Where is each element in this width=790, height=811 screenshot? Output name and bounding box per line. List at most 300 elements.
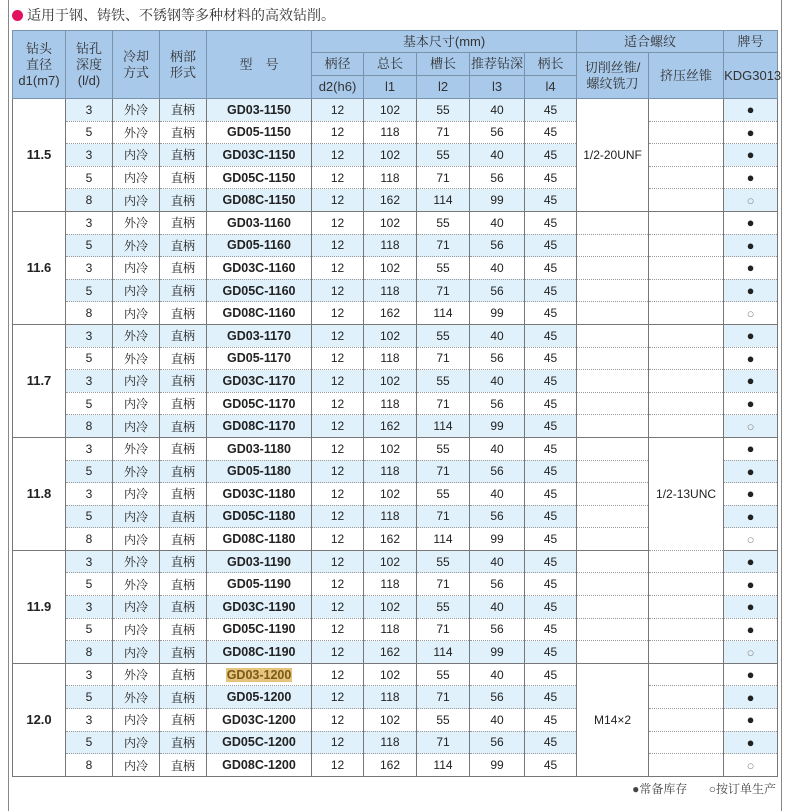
drill-depth-cell: 40 <box>470 550 525 573</box>
cooling-cell: 内冷 <box>113 166 160 189</box>
flute-length-cell: 114 <box>417 189 470 212</box>
drill-depth-cell: 56 <box>470 505 525 528</box>
depth-cell: 5 <box>66 279 113 302</box>
total-length-cell: 118 <box>364 347 417 370</box>
shank-dia-cell: 12 <box>312 211 364 234</box>
cooling-cell: 内冷 <box>113 731 160 754</box>
header-thread: 适合螺纹 <box>577 31 724 53</box>
depth-cell: 3 <box>66 257 113 280</box>
drill-depth-cell: 40 <box>470 370 525 393</box>
flute-length-cell: 114 <box>417 754 470 777</box>
shank-type-cell: 直柄 <box>160 324 207 347</box>
depth-cell: 3 <box>66 144 113 167</box>
model-cell: GD08C-1200 <box>207 754 312 777</box>
flute-length-cell: 71 <box>417 279 470 302</box>
shank-length-cell: 45 <box>525 709 577 732</box>
total-length-cell: 118 <box>364 460 417 483</box>
diameter-cell: 11.5 <box>13 99 66 212</box>
total-length-cell: 162 <box>364 641 417 664</box>
shank-dia-cell: 12 <box>312 347 364 370</box>
table-row <box>13 596 778 619</box>
total-length-cell: 102 <box>364 483 417 506</box>
shank-length-cell: 45 <box>525 686 577 709</box>
drill-depth-cell: 40 <box>470 99 525 122</box>
depth-cell: 5 <box>66 618 113 641</box>
thread-form-cell <box>649 211 724 234</box>
drill-depth-cell: 40 <box>470 663 525 686</box>
thread-form-cell <box>649 709 724 732</box>
flute-length-cell: 55 <box>417 99 470 122</box>
shank-type-cell: 直柄 <box>160 505 207 528</box>
shank-dia-cell: 12 <box>312 686 364 709</box>
shank-type-cell: 直柄 <box>160 596 207 619</box>
cooling-cell: 外冷 <box>113 347 160 370</box>
depth-cell: 5 <box>66 392 113 415</box>
legend-stock: ●常备库存 <box>632 782 688 796</box>
drill-depth-cell: 40 <box>470 709 525 732</box>
model-cell: GD03C-1180 <box>207 483 312 506</box>
thread-cut-cell <box>577 618 649 641</box>
in-stock-icon: ● <box>724 460 778 483</box>
drill-depth-cell: 56 <box>470 347 525 370</box>
table-row <box>13 573 778 596</box>
model-cell: GD03-1160 <box>207 211 312 234</box>
total-length-cell: 102 <box>364 257 417 280</box>
total-length-cell: 118 <box>364 618 417 641</box>
model-cell: GD03-1180 <box>207 437 312 460</box>
shank-length-cell: 45 <box>525 392 577 415</box>
drill-depth-cell: 56 <box>470 573 525 596</box>
shank-type-cell: 直柄 <box>160 144 207 167</box>
shank-type-cell: 直柄 <box>160 279 207 302</box>
depth-cell: 3 <box>66 437 113 460</box>
shank-dia-cell: 12 <box>312 618 364 641</box>
in-stock-icon: ● <box>724 731 778 754</box>
drill-depth-cell: 56 <box>470 392 525 415</box>
header-model: 型 号 <box>207 31 312 99</box>
model-cell: GD05-1160 <box>207 234 312 257</box>
shank-dia-cell: 12 <box>312 483 364 506</box>
depth-cell: 8 <box>66 302 113 325</box>
table-row <box>13 754 778 777</box>
shank-length-cell: 45 <box>525 663 577 686</box>
header-dim-name: 柄长 <box>525 53 577 76</box>
shank-type-cell: 直柄 <box>160 392 207 415</box>
model-cell: GD08C-1180 <box>207 528 312 551</box>
total-length-cell: 118 <box>364 686 417 709</box>
header-dim-symbol: l2 <box>417 76 470 99</box>
shank-dia-cell: 12 <box>312 573 364 596</box>
model-cell: GD05-1190 <box>207 573 312 596</box>
depth-cell: 5 <box>66 121 113 144</box>
depth-cell: 8 <box>66 415 113 438</box>
shank-type-cell: 直柄 <box>160 189 207 212</box>
model-cell: GD05C-1160 <box>207 279 312 302</box>
table-row <box>13 709 778 732</box>
shank-type-cell: 直柄 <box>160 550 207 573</box>
total-length-cell: 118 <box>364 505 417 528</box>
drill-depth-cell: 40 <box>470 483 525 506</box>
total-length-cell: 162 <box>364 528 417 551</box>
made-to-order-icon: ○ <box>724 528 778 551</box>
cooling-cell: 外冷 <box>113 663 160 686</box>
thread-cut-cell <box>577 302 649 325</box>
depth-cell: 5 <box>66 460 113 483</box>
shank-type-cell: 直柄 <box>160 460 207 483</box>
model-cell: GD08C-1170 <box>207 415 312 438</box>
shank-dia-cell: 12 <box>312 505 364 528</box>
in-stock-icon: ● <box>724 596 778 619</box>
table-row <box>13 370 778 393</box>
shank-length-cell: 45 <box>525 460 577 483</box>
header-grade: 牌号 <box>724 31 778 53</box>
thread-cut-cell <box>577 550 649 573</box>
in-stock-icon: ● <box>724 392 778 415</box>
total-length-cell: 118 <box>364 731 417 754</box>
model-cell: GD03C-1160 <box>207 257 312 280</box>
cooling-cell: 外冷 <box>113 573 160 596</box>
in-stock-icon: ● <box>724 347 778 370</box>
cooling-cell: 内冷 <box>113 415 160 438</box>
in-stock-icon: ● <box>724 279 778 302</box>
thread-form-cell <box>649 121 724 144</box>
shank-dia-cell: 12 <box>312 709 364 732</box>
shank-dia-cell: 12 <box>312 754 364 777</box>
shank-dia-cell: 12 <box>312 324 364 347</box>
header-thread-cut: 切削丝锥/ 螺纹铣刀 <box>577 53 649 99</box>
thread-form-cell <box>649 596 724 619</box>
shank-dia-cell: 12 <box>312 528 364 551</box>
shank-dia-cell: 12 <box>312 392 364 415</box>
shank-type-cell: 直柄 <box>160 415 207 438</box>
shank-length-cell: 45 <box>525 618 577 641</box>
in-stock-icon: ● <box>724 234 778 257</box>
in-stock-icon: ● <box>724 257 778 280</box>
thread-cut-cell <box>577 234 649 257</box>
drill-depth-cell: 40 <box>470 257 525 280</box>
table-row <box>13 731 778 754</box>
total-length-cell: 118 <box>364 573 417 596</box>
total-length-cell: 102 <box>364 709 417 732</box>
shank-length-cell: 45 <box>525 144 577 167</box>
flute-length-cell: 71 <box>417 573 470 596</box>
shank-length-cell: 45 <box>525 483 577 506</box>
header-grade-name: KDG3013 <box>724 53 778 99</box>
cooling-cell: 内冷 <box>113 370 160 393</box>
depth-cell: 3 <box>66 99 113 122</box>
shank-length-cell: 45 <box>525 234 577 257</box>
drill-depth-cell: 99 <box>470 528 525 551</box>
thread-cut-cell <box>577 370 649 393</box>
model-cell: GD08C-1150 <box>207 189 312 212</box>
flute-length-cell: 71 <box>417 618 470 641</box>
thread-form-cell <box>649 99 724 122</box>
thread-form-cell <box>649 641 724 664</box>
model-cell: GD05-1200 <box>207 686 312 709</box>
shank-dia-cell: 12 <box>312 641 364 664</box>
flute-length-cell: 114 <box>417 528 470 551</box>
header-dim-symbol: l3 <box>470 76 525 99</box>
model-cell: GD05C-1190 <box>207 618 312 641</box>
made-to-order-icon: ○ <box>724 302 778 325</box>
depth-cell: 5 <box>66 234 113 257</box>
shank-dia-cell: 12 <box>312 234 364 257</box>
depth-cell: 5 <box>66 347 113 370</box>
shank-type-cell: 直柄 <box>160 99 207 122</box>
shank-type-cell: 直柄 <box>160 302 207 325</box>
thread-form-cell <box>649 144 724 167</box>
model-cell: GD05-1170 <box>207 347 312 370</box>
cooling-cell: 内冷 <box>113 144 160 167</box>
depth-cell: 8 <box>66 754 113 777</box>
shank-type-cell: 直柄 <box>160 166 207 189</box>
shank-dia-cell: 12 <box>312 279 364 302</box>
model-cell <box>207 663 312 686</box>
drill-depth-cell: 40 <box>470 211 525 234</box>
drill-depth-cell: 40 <box>470 596 525 619</box>
shank-length-cell: 45 <box>525 166 577 189</box>
flute-length-cell: 71 <box>417 392 470 415</box>
thread-form-cell <box>649 302 724 325</box>
model-cell: GD05C-1150 <box>207 166 312 189</box>
cooling-cell: 外冷 <box>113 550 160 573</box>
diameter-cell: 11.7 <box>13 324 66 437</box>
shank-dia-cell: 12 <box>312 415 364 438</box>
shank-length-cell: 45 <box>525 324 577 347</box>
flute-length-cell: 55 <box>417 709 470 732</box>
cooling-cell: 外冷 <box>113 460 160 483</box>
in-stock-icon: ● <box>724 99 778 122</box>
cooling-cell: 内冷 <box>113 505 160 528</box>
flute-length-cell: 71 <box>417 731 470 754</box>
table-row <box>13 99 778 122</box>
in-stock-icon: ● <box>724 144 778 167</box>
in-stock-icon: ● <box>724 370 778 393</box>
thread-cut-cell <box>577 257 649 280</box>
thread-cut-cell <box>577 573 649 596</box>
shank-length-cell: 45 <box>525 257 577 280</box>
total-length-cell: 102 <box>364 370 417 393</box>
depth-cell: 5 <box>66 731 113 754</box>
depth-cell: 8 <box>66 189 113 212</box>
thread-form-cell <box>649 257 724 280</box>
thread-cut-cell <box>577 596 649 619</box>
in-stock-icon: ● <box>724 709 778 732</box>
thread-form-cell: 1/2-13UNC <box>649 437 724 550</box>
shank-dia-cell: 12 <box>312 460 364 483</box>
thread-form-cell <box>649 415 724 438</box>
flute-length-cell: 71 <box>417 234 470 257</box>
cooling-cell: 内冷 <box>113 641 160 664</box>
total-length-cell: 102 <box>364 437 417 460</box>
model-cell: GD05C-1200 <box>207 731 312 754</box>
made-to-order-icon: ○ <box>724 415 778 438</box>
depth-cell: 3 <box>66 709 113 732</box>
shank-length-cell: 45 <box>525 505 577 528</box>
thread-cut-cell <box>577 505 649 528</box>
cooling-cell: 内冷 <box>113 189 160 212</box>
thread-form-cell <box>649 189 724 212</box>
total-length-cell: 102 <box>364 324 417 347</box>
total-length-cell: 162 <box>364 754 417 777</box>
shank-length-cell: 45 <box>525 211 577 234</box>
total-length-cell: 102 <box>364 596 417 619</box>
header-dim-symbol: l1 <box>364 76 417 99</box>
shank-dia-cell: 12 <box>312 302 364 325</box>
in-stock-icon: ● <box>724 483 778 506</box>
legend <box>614 780 776 797</box>
depth-cell: 3 <box>66 211 113 234</box>
shank-length-cell: 45 <box>525 528 577 551</box>
total-length-cell: 162 <box>364 302 417 325</box>
in-stock-icon: ● <box>724 505 778 528</box>
model-cell: GD03-1170 <box>207 324 312 347</box>
thread-form-cell <box>649 347 724 370</box>
cooling-cell: 内冷 <box>113 279 160 302</box>
shank-type-cell: 直柄 <box>160 641 207 664</box>
table-row <box>13 121 778 144</box>
table-row <box>13 392 778 415</box>
in-stock-icon: ● <box>724 573 778 596</box>
drill-depth-cell: 99 <box>470 302 525 325</box>
total-length-cell: 102 <box>364 99 417 122</box>
shank-length-cell: 45 <box>525 596 577 619</box>
shank-length-cell: 45 <box>525 437 577 460</box>
flute-length-cell: 55 <box>417 663 470 686</box>
thread-form-cell <box>649 370 724 393</box>
drill-depth-cell: 56 <box>470 121 525 144</box>
thread-form-cell <box>649 324 724 347</box>
in-stock-icon: ● <box>724 550 778 573</box>
depth-cell: 3 <box>66 550 113 573</box>
header-dim-name: 槽长 <box>417 53 470 76</box>
diameter-cell: 12.0 <box>13 663 66 776</box>
bullet-icon <box>12 10 23 21</box>
drill-depth-cell: 99 <box>470 415 525 438</box>
table-row <box>13 257 778 280</box>
drill-depth-cell: 56 <box>470 166 525 189</box>
drill-depth-cell: 40 <box>470 144 525 167</box>
model-cell: GD03C-1170 <box>207 370 312 393</box>
cooling-cell: 外冷 <box>113 437 160 460</box>
thread-form-cell <box>649 166 724 189</box>
flute-length-cell: 55 <box>417 550 470 573</box>
thread-form-cell <box>649 731 724 754</box>
header-dim-name: 总长 <box>364 53 417 76</box>
shank-dia-cell: 12 <box>312 144 364 167</box>
legend-order: ○按订单生产 <box>708 782 776 796</box>
total-length-cell: 102 <box>364 211 417 234</box>
total-length-cell: 102 <box>364 144 417 167</box>
model-cell: GD03-1190 <box>207 550 312 573</box>
shank-length-cell: 45 <box>525 347 577 370</box>
model-cell: GD03C-1150 <box>207 144 312 167</box>
table-row <box>13 211 778 234</box>
thread-cut-cell: M14×2 <box>577 663 649 776</box>
shank-dia-cell: 12 <box>312 550 364 573</box>
header-dim-symbol: d2(h6) <box>312 76 364 99</box>
total-length-cell: 118 <box>364 392 417 415</box>
thread-form-cell <box>649 686 724 709</box>
depth-cell: 5 <box>66 573 113 596</box>
thread-cut-cell <box>577 528 649 551</box>
shank-type-cell: 直柄 <box>160 573 207 596</box>
table-row <box>13 618 778 641</box>
shank-type-cell: 直柄 <box>160 754 207 777</box>
thread-cut-cell <box>577 437 649 460</box>
shank-type-cell: 直柄 <box>160 663 207 686</box>
shank-type-cell: 直柄 <box>160 347 207 370</box>
table-body <box>13 99 778 777</box>
total-length-cell: 118 <box>364 279 417 302</box>
flute-length-cell: 55 <box>417 144 470 167</box>
cooling-cell: 内冷 <box>113 528 160 551</box>
shank-dia-cell: 12 <box>312 370 364 393</box>
drill-depth-cell: 56 <box>470 460 525 483</box>
header-depth: 钻孔 深度 (l/d) <box>66 31 113 99</box>
shank-type-cell: 直柄 <box>160 483 207 506</box>
model-cell: GD08C-1160 <box>207 302 312 325</box>
in-stock-icon: ● <box>724 121 778 144</box>
shank-type-cell: 直柄 <box>160 731 207 754</box>
flute-length-cell: 55 <box>417 324 470 347</box>
table-row <box>13 302 778 325</box>
cooling-cell: 内冷 <box>113 483 160 506</box>
shank-length-cell: 45 <box>525 641 577 664</box>
shank-length-cell: 45 <box>525 121 577 144</box>
cooling-cell: 内冷 <box>113 618 160 641</box>
model-cell: GD05C-1180 <box>207 505 312 528</box>
drill-depth-cell: 56 <box>470 731 525 754</box>
flute-length-cell: 71 <box>417 121 470 144</box>
flute-length-cell: 114 <box>417 415 470 438</box>
table-row <box>13 234 778 257</box>
flute-length-cell: 55 <box>417 211 470 234</box>
thread-cut-cell: 1/2-20UNF <box>577 99 649 212</box>
depth-cell: 3 <box>66 324 113 347</box>
made-to-order-icon: ○ <box>724 189 778 212</box>
shank-length-cell: 45 <box>525 370 577 393</box>
shank-length-cell: 45 <box>525 731 577 754</box>
thread-cut-cell <box>577 211 649 234</box>
flute-length-cell: 71 <box>417 505 470 528</box>
in-stock-icon: ● <box>724 324 778 347</box>
cooling-cell: 内冷 <box>113 257 160 280</box>
in-stock-icon: ● <box>724 618 778 641</box>
depth-cell: 3 <box>66 370 113 393</box>
intro-text: 适用于钢、铸铁、不锈钢等多种材料的高效钻削。 <box>27 7 335 23</box>
table-row <box>13 663 778 686</box>
drill-depth-cell: 40 <box>470 437 525 460</box>
shank-length-cell: 45 <box>525 754 577 777</box>
thread-cut-cell <box>577 279 649 302</box>
total-length-cell: 102 <box>364 663 417 686</box>
thread-form-cell <box>649 754 724 777</box>
in-stock-icon: ● <box>724 211 778 234</box>
cooling-cell: 外冷 <box>113 324 160 347</box>
shank-type-cell: 直柄 <box>160 234 207 257</box>
table-row <box>13 324 778 347</box>
flute-length-cell: 71 <box>417 460 470 483</box>
drill-depth-cell: 99 <box>470 189 525 212</box>
shank-length-cell: 45 <box>525 415 577 438</box>
thread-form-cell <box>649 550 724 573</box>
total-length-cell: 162 <box>364 415 417 438</box>
table-row <box>13 686 778 709</box>
header-diameter: 钻头 直径 d1(m7) <box>13 31 66 99</box>
drill-depth-cell: 99 <box>470 641 525 664</box>
thread-form-cell <box>649 573 724 596</box>
